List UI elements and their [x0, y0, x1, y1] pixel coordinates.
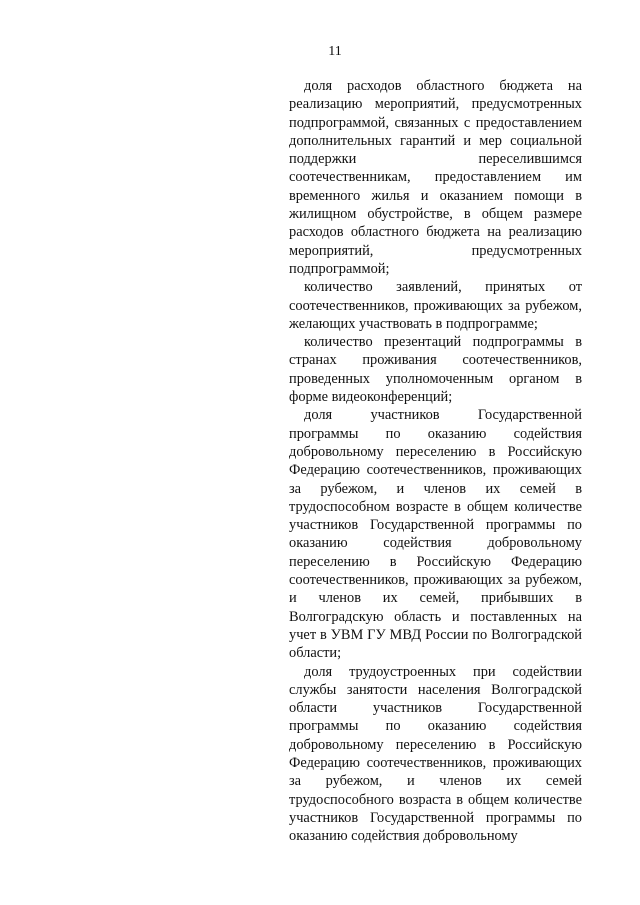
paragraph-employed-share: доля трудоустроенных при содействии службы занятости населения Волгоградской области участников Государственной программы по оказанию содействия добровольному переселению в Российскую Федерацию соотечественников, проживающих за рубежом, и членов их семей трудоспособного возраста в общем количестве участников Государственной программы по оказанию содействия добровольному	[289, 663, 582, 845]
page-number: 11	[328, 44, 342, 59]
document-body	[289, 77, 582, 845]
paragraph-working-age-share: доля участников Государственной программы по оказанию содействия добровольному переселению в Российскую Федерацию соотечественников, проживающих за рубежом, и членов их семей в трудоспособном возрасте в общем количестве участников Государственной программы по оказанию содействия добровольному переселению в Российскую Федерацию соотечественников, проживающих за рубежом, и членов их семей, прибывших в Волгоградскую область и поставленных на учет в УВМ ГУ МВД России по Волгоградской области;	[289, 407, 582, 662]
paragraph-budget-share: доля расходов областного бюджета на реализацию мероприятий, предусмотренных подпрограммой, связанных с предоставлением дополнительных гарантий и мер социальной поддержки переселившимся соотечественникам, предоставлением им временного жилья и оказанием помощи в жилищном обустройстве, в общем размере расходов областного бюджета на реализацию мероприятий, предусмотренных подпрограммой;	[289, 78, 582, 277]
paragraph-presentations-count: количество презентаций подпрограммы в странах проживания соотечественников, проведенных уполномоченным органом в форме видеоконференций;	[289, 334, 582, 406]
paragraph-applications-count: количество заявлений, принятых от соотечественников, проживающих за рубежом, желающих участвовать в подпрограмме;	[289, 279, 582, 332]
